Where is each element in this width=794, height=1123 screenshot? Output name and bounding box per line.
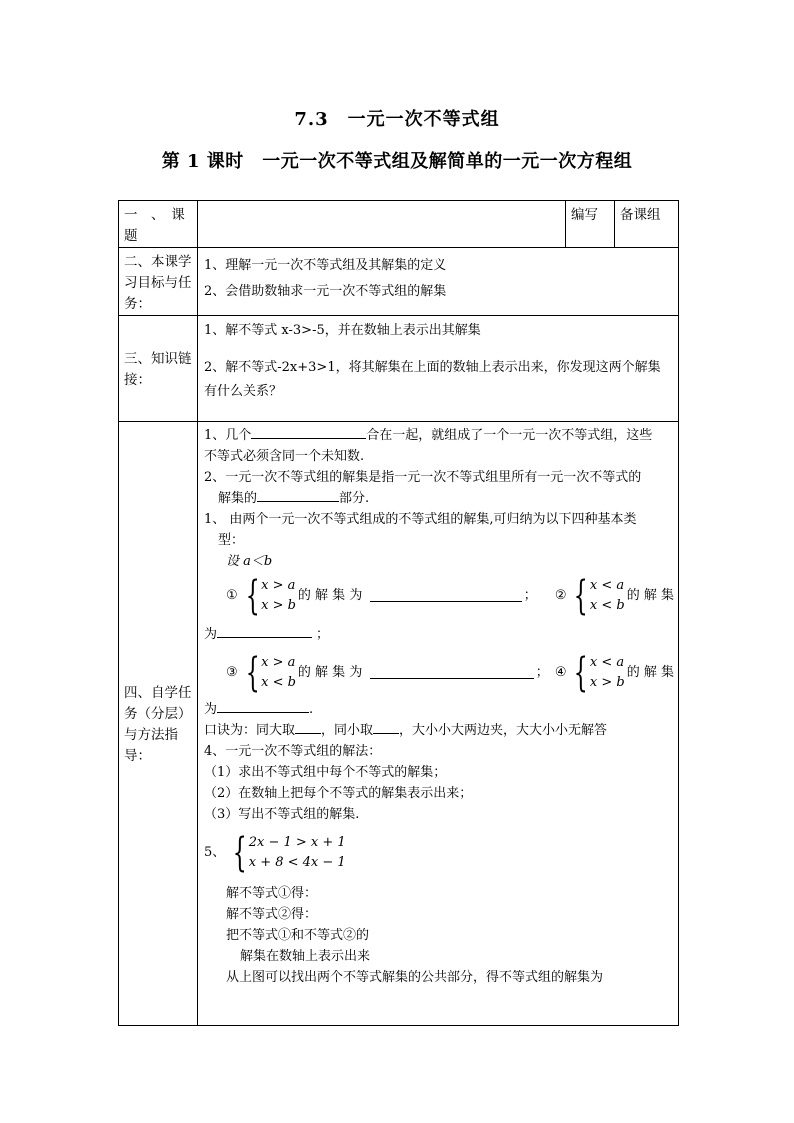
- mnemonic: 口诀为：同大取 ，同小取 ，大小小大两边夹，大大小小无解答: [204, 722, 608, 738]
- blank-case-1: [370, 589, 521, 602]
- system-3: { x > a x < b: [245, 649, 296, 696]
- blank-mnemonic-2: [373, 721, 399, 734]
- case-row-2-tail: 为 .: [204, 701, 314, 717]
- label-objectives: 二、本课学习目标与任务：: [119, 247, 198, 315]
- blank-case-4: [217, 700, 309, 713]
- method-step-3: （3）写出不等式组的解集.: [204, 806, 360, 822]
- method-step-1: （1）求出不等式组中每个不等式的解集；: [204, 764, 447, 780]
- assumption: 设 a＜b: [226, 553, 273, 569]
- solve-step-3: 把不等式①和不等式②的: [226, 927, 370, 943]
- case-row-1-tail: 为 ；: [204, 626, 330, 642]
- knowledge-item-1: 1、解不等式 x-3>-5，并在数轴上表示出其解集: [204, 322, 481, 338]
- para-2: 2、一元一次不等式组的解集是指一元一次不等式组里所有一元一次不等式的: [204, 469, 642, 485]
- method-step-2: （2）在数轴上把每个不等式的解集表示出来；: [204, 785, 473, 801]
- label-topic: 一 、 课题: [119, 201, 198, 248]
- topic-content: [198, 201, 566, 248]
- system-2: { x < a x < b: [574, 572, 625, 619]
- blank-2: [257, 489, 339, 502]
- solve-conclusion: 从上图可以找出两个不等式解集的公共部分，得不等式组的解集为: [226, 969, 604, 985]
- para-3: 1、 由两个一元一次不等式组成的不等式组的解集,可归纳为以下四种基本类: [204, 511, 637, 527]
- system-5: { 2x − 1 > x + 1 x + 8 < 4x − 1: [233, 829, 346, 876]
- system-4: { x < a x > b: [574, 649, 625, 696]
- system-1: { x > a x > b: [245, 572, 296, 619]
- page-title: 7.3 一元一次不等式组: [294, 109, 500, 130]
- knowledge-item-2: 2、解不等式-2x+3>1，将其解集在上面的数轴上表示出来，你发现这两个解集有什么关系？: [204, 360, 661, 400]
- blank-case-3: [370, 666, 533, 679]
- para-2-cont: 解集的 部分.: [218, 490, 370, 506]
- blank-case-2: [217, 625, 312, 638]
- case-row-2: ③ { x > a x < b 的 解 集 为 ； ④ { x < a x > b 的 解 集: [226, 649, 674, 696]
- case-row-1: ① { x > a x > b 的 解 集 为 ； ② { x < a x < b 的 解 集: [226, 572, 674, 619]
- row-selfstudy: [119, 421, 679, 1025]
- label-knowledge: 三、知识链接：: [119, 315, 198, 421]
- para-1: 1、几个 合在一起，就组成了一个一元一次不等式组，这些: [204, 427, 653, 443]
- solve-step-2: 解不等式②得：: [226, 906, 318, 922]
- para-3-cont: 型：: [218, 532, 245, 548]
- label-author: 编写: [566, 201, 615, 248]
- row-knowledge: [119, 315, 679, 421]
- example-5: 5、 { 2x − 1 > x + 1 x + 8 < 4x − 1: [204, 829, 346, 876]
- method-heading: 4、一元一次不等式组的解法：: [204, 743, 382, 759]
- row-topic: [119, 201, 679, 248]
- para-1-cont: 不等式必须含同一个未知数.: [204, 448, 365, 464]
- objective-item: 1、理解一元一次不等式组及其解集的定义: [204, 257, 447, 273]
- lesson-table: [118, 200, 679, 1026]
- label-selfstudy: 四、自学任务（分层）与方法指导：: [119, 421, 198, 1025]
- objective-item: 2、会借助数轴求一元一次不等式组的解集: [204, 283, 447, 299]
- solve-step-3-cont: 解集在数轴上表示出来: [240, 948, 371, 964]
- blank-mnemonic-1: [295, 721, 321, 734]
- blank-1: [251, 426, 366, 439]
- solve-step-1: 解不等式①得：: [226, 885, 318, 901]
- page-subtitle: 第 1 课时 一元一次不等式组及解简单的一元一次方程组: [161, 151, 633, 172]
- label-group: 备课组: [615, 201, 679, 248]
- row-objectives: [119, 247, 679, 315]
